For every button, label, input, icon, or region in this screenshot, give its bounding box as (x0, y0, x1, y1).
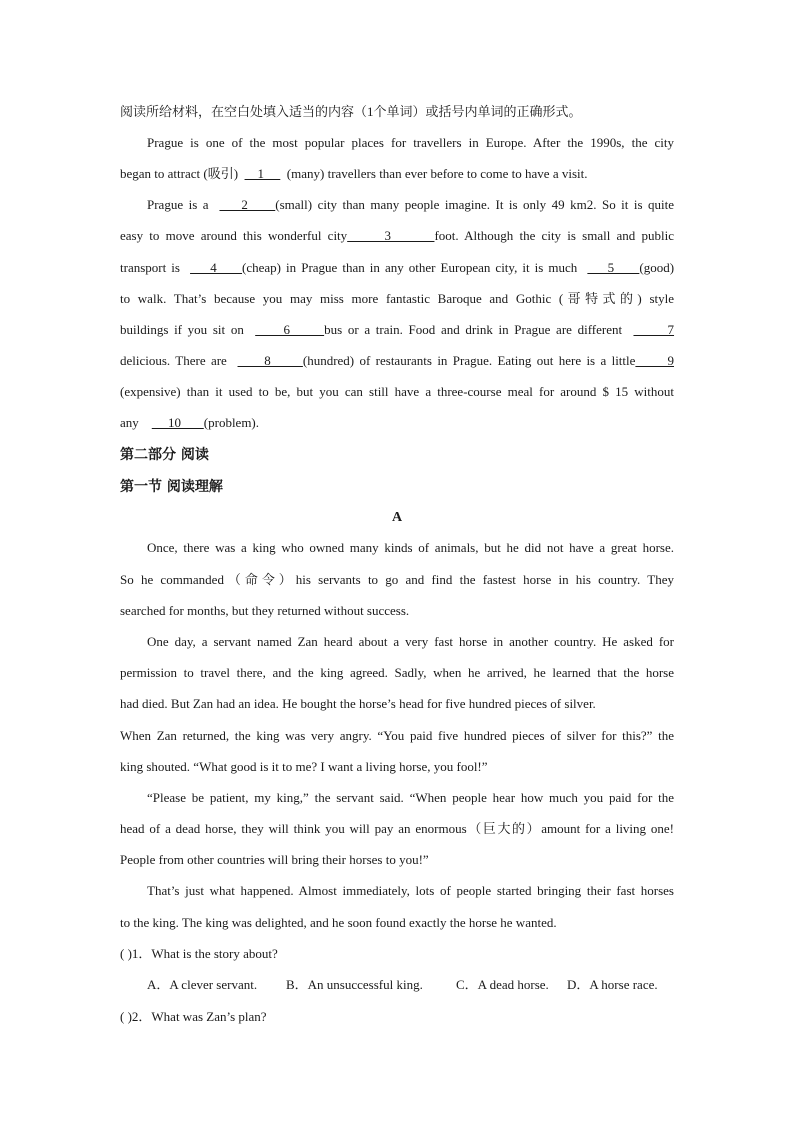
question-1: ( )1．What is the story about? (120, 946, 278, 961)
section-heading: 第一节 阅读理解 (120, 479, 223, 495)
cloze-line-2: began to attract (吸引) 1 (many) travellers than ever before to come to have a visit. (120, 166, 588, 181)
passage-p3-line-1: When Zan returned, the king was very angry. “You paid five hundred pieces of silver for this?” the (120, 728, 674, 743)
cloze-line-10: any 10 (problem). (120, 415, 260, 430)
passage-p4-line-1: “Please be patient, my king,” the servant said. “When people hear how much you paid for the (147, 790, 674, 805)
instruction: 阅读所给材料，在空白处填入适当的内容（1个单词）或括号内单词的正确形式。 (120, 104, 582, 119)
passage-p4-line-3: People from other countries will bring their horses to you!” (120, 852, 429, 867)
blank-5: 5 (587, 260, 640, 275)
cloze-line-3: Prague is a 2 (small) city than many people imagine. It is only 49 km2. So it is quite (147, 197, 675, 212)
cloze-line-6: to walk. That’s because you may miss more fantastic Baroque and Gothic (哥特式的) style (120, 291, 674, 306)
blank-10: 10 (151, 415, 204, 430)
passage-p1-line-3: searched for months, but they returned without success. (120, 603, 410, 618)
blank-3: 3 (347, 228, 435, 243)
passage-p3-line-2: king shouted. “What good is it to me? I want a living horse, you fool!” (120, 759, 488, 774)
passage-p5-line-2: to the king. The king was delighted, and he soon found exactly the horse he wanted. (120, 915, 557, 930)
option-c[interactable]: C．A dead horse. (456, 977, 549, 992)
passage-p2-line-1: One day, a servant named Zan heard about a very fast horse in another country. He asked for (147, 634, 674, 649)
blank-6: 6 (255, 322, 325, 337)
option-b[interactable]: B．An unsuccessful king. (286, 977, 423, 992)
passage-label: A (391, 510, 403, 525)
part-heading: 第二部分 阅读 (120, 447, 209, 463)
passage-p4-line-2: head of a dead horse, they will think you will pay an enormous（巨大的）amount for a living one! (120, 821, 674, 836)
cloze-line-8: delicious. There are 8 (hundred) of restaurants in Prague. Eating out here is a little 9 (120, 353, 674, 368)
option-a[interactable]: A．A clever servant. (147, 977, 258, 992)
blank-1: 1 (244, 166, 281, 181)
passage-p5-line-1: That’s just what happened. Almost immediately, lots of people started bringing their fast horses (147, 883, 674, 898)
cloze-line-9: (expensive) than it used to be, but you can still have a three-course meal for around $ 15 without (120, 384, 674, 399)
passage-p1-line-2: So he commanded（命令）his servants to go and find the fastest horse in his country. They (120, 572, 674, 587)
blank-2: 2 (219, 197, 276, 212)
option-d[interactable]: D．A horse race. (567, 977, 658, 992)
cloze-line-7: buildings if you sit on 6 bus or a train. Food and drink in Prague are different 7 (120, 322, 675, 337)
cloze-line-1: Prague is one of the most popular places for travellers in Europe. After the 1990s, the city (147, 135, 674, 150)
passage-p1-line-1: Once, there was a king who owned many kinds of animals, but he did not have a great horse. (147, 540, 674, 555)
passage-p2-line-2: permission to travel there, and the king agreed. Sadly, when he arrived, he learned that the horse (120, 665, 674, 680)
cloze-line-5: transport is 4 (cheap) in Prague than in any other European city, it is much 5 (good) (120, 260, 675, 275)
blank-8: 8 (237, 353, 303, 368)
blank-9: 9 (635, 353, 674, 368)
passage-p2-line-3: had died. But Zan had an idea. He bought the horse’s head for five hundred pieces of silver. (120, 696, 596, 711)
cloze-line-4: easy to move around this wonderful city 3 foot. Although the city is small and public (120, 228, 675, 243)
question-1-options (147, 976, 674, 994)
blank-4: 4 (190, 260, 243, 275)
question-2: ( )2．What was Zan’s plan? (120, 1009, 267, 1024)
blank-7: 7 (633, 322, 675, 337)
